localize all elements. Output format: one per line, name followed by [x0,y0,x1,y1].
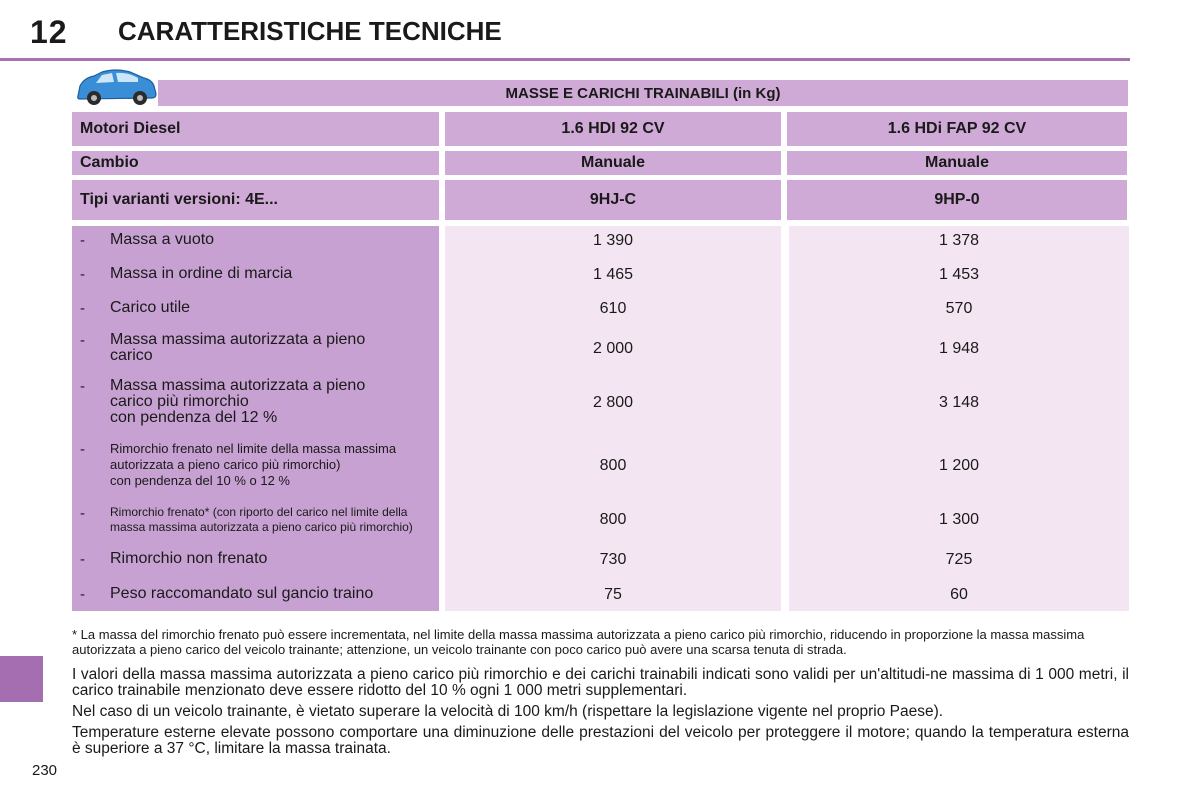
row-dash: - [80,332,85,349]
row-value-col1: 800 [599,457,627,474]
footnote: * La massa del rimorchio frenato può essere incrementata, nel limite della massa massima autorizzata a pieno carico più rimorchio, riducendo in proporzione la massa massima autorizzata a pieno carico del veicolo trainante; attenzione, un veicolo trainante con poco carico può avere una scarsa tenuta di strada. [72,627,1085,657]
row-value-col1: 730 [599,551,627,568]
row-value-col1: 1 390 [592,232,634,249]
row-label [110,300,440,316]
row-value-col1: 1 465 [592,266,634,283]
row-dash: - [80,300,85,317]
row-label-line: Massa massima autorizzata a pieno [110,377,366,394]
row-label [110,232,440,248]
row-label [110,266,440,282]
row-label-line: massa massima autorizzata a pieno carico più rimorchio) [110,520,413,534]
row-value-col2: 1 300 [938,511,980,528]
chapter-title: CARATTERISTICHE TECNICHE [118,16,502,46]
row-value-col1: 75 [604,586,622,603]
row-label-line: carico più rimorchio [110,393,249,410]
row-label [110,551,440,567]
engine-col2: 1.6 HDi FAP 92 CV [787,112,1127,146]
paragraph-speed: Nel caso di un veicolo trainante, è vietato superare la velocità di 100 km/h (rispettare la legislazione vigente nel proprio Paese). [72,703,944,720]
gearbox-row [72,151,1129,175]
table-title: MASSE E CARICHI TRAINABILI (in Kg) [158,80,1128,106]
gearbox-col1: Manuale [445,151,781,175]
row-dash: - [80,505,85,522]
row-value-col2: 570 [945,300,973,317]
row-label-line: Massa a vuoto [110,231,215,248]
row-label-line: con pendenza del 12 % [110,409,278,426]
page-number: 230 [32,762,58,779]
engine-label: Motori Diesel [72,112,439,146]
row-label-line: Massa in ordine di marcia [110,265,293,282]
variant-col1: 9HJ-C [445,180,781,220]
row-label-line: Rimorchio non frenato [110,550,268,567]
chapter-side-tab [0,656,43,702]
row-value-col2: 1 378 [938,232,980,249]
row-dash: - [80,441,85,458]
row-value-col2: 1 200 [938,457,980,474]
row-label-line: carico [110,347,153,364]
gearbox-label: Cambio [72,151,439,175]
variant-label: Tipi varianti versioni: 4E... [72,180,439,220]
header-rule [0,58,1130,61]
row-value-col1: 2 800 [592,394,634,411]
chapter-number: 12 [30,14,68,50]
row-dash: - [80,378,85,395]
row-label [110,378,440,426]
row-label-line: Rimorchio frenato nel limite della massa massima [110,441,397,456]
row-dash: - [80,551,85,568]
row-dash: - [80,266,85,283]
row-label-line: Peso raccomandato sul gancio traino [110,585,374,602]
row-label-line: autorizzata a pieno carico più rimorchio) [110,457,341,472]
gearbox-col2: Manuale [787,151,1127,175]
engine-row [72,112,1129,146]
engine-col1: 1.6 HDI 92 CV [445,112,781,146]
row-dash: - [80,232,85,249]
paragraph-altitude: I valori della massa massima autorizzata a pieno carico più rimorchio e dei carichi trainabili indicati sono validi per un'altitudi-ne massima di 1 000 metri, il carico trainabile menzionato deve essere ridotto del 10 % ogni 1 000 metri supplementari. [72,666,1129,699]
row-value-col2: 1 453 [938,266,980,283]
row-dash: - [80,586,85,603]
row-label-line: con pendenza del 10 % o 12 % [110,473,290,488]
row-label-line: Massa massima autorizzata a pieno [110,331,366,348]
variant-col2: 9HP-0 [787,180,1127,220]
paragraph-temperature: Temperature esterne elevate possono comportare una diminuzione delle prestazioni del veicolo per proteggere il motore; quando la temperatura esterna è superiore a 37 °C, limitare la massa trainata. [72,724,1129,757]
row-label [110,505,440,535]
variant-row [72,180,1129,220]
row-label [110,586,440,602]
row-value-col2: 3 148 [938,394,980,411]
row-label [110,332,440,364]
row-label-line: Rimorchio frenato* (con riporto del carico nel limite della [110,505,408,519]
row-value-col2: 1 948 [938,340,980,357]
row-label [110,441,440,489]
row-value-col1: 610 [599,300,627,317]
row-value-col1: 800 [599,511,627,528]
car-icon [72,68,158,108]
row-value-col2: 60 [950,586,968,603]
row-value-col1: 2 000 [592,340,634,357]
row-label-line: Carico utile [110,299,191,316]
row-value-col2: 725 [945,551,973,568]
